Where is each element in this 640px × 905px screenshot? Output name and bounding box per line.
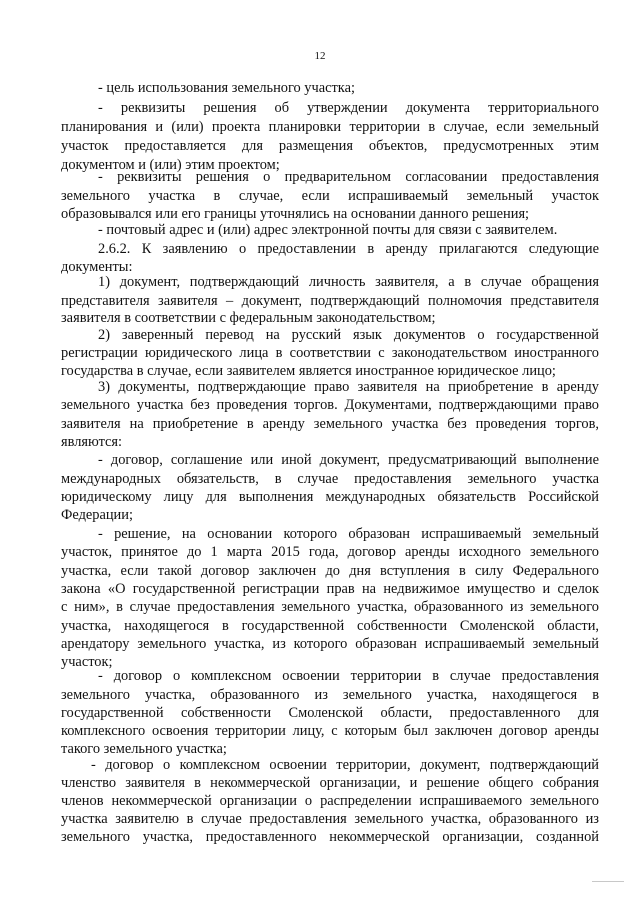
text-line: документы: [61, 259, 133, 275]
text-line: государства в случае, если заявителем является иностранное юридическое лицо; [61, 363, 556, 379]
text-line: 2) заверенный перевод на русский язык документов о государственной [98, 327, 599, 343]
text-line: земельного участка, образованного из земельного участка, находящегося в [61, 687, 599, 703]
corner-scan-mark [592, 881, 624, 882]
text-line: - реквизиты решения о предварительном согласовании предоставления [98, 169, 599, 185]
text-line: регистрации юридического лица в соответствии с законодательством иностранного [61, 345, 599, 361]
text-line: - решение, на основании которого образован испрашиваемый земельный [98, 526, 599, 542]
text-line: земельного участка, предоставленного некоммерческой организации, созданной [61, 829, 599, 845]
text-line: - реквизиты решения об утверждении документа территориального [98, 100, 599, 116]
text-line: представителя заявителя – документ, подтверждающий полномочия представителя [61, 293, 599, 309]
text-line: участка, находящегося в государственной собственности Смоленской области, [61, 618, 599, 634]
text-line: земельного участка в случае, если испрашиваемый земельный участок [61, 188, 599, 204]
text-line: такого земельного участка; [61, 741, 227, 757]
text-line: 1) документ, подтверждающий личность заявителя, а в случае обращения [98, 274, 599, 290]
text-line: юридическому лицу для выполнения международных обязательств Российской [61, 489, 599, 505]
text-line: планирования и (или) проекта планировки территории в случае, если земельный [61, 119, 599, 135]
text-line: закона «О государственной регистрации прав на недвижимое имущество и сделок [61, 581, 599, 597]
text-line: 3) документы, подтверждающие право заявителя на приобретение в аренду [98, 379, 599, 395]
text-line: членство заявителя в некоммерческой организации, и решение общего собрания [61, 775, 599, 791]
page-number: 12 [314, 50, 326, 62]
text-line: участок, принятое до 1 марта 2015 года, договор аренды исходного земельного [61, 544, 599, 560]
text-line: международных обязательств, в случае предоставления земельного участка [61, 471, 599, 487]
text-line: образовывался или его границы уточнялись на основании данного решения; [61, 206, 530, 222]
text-line: - цель использования земельного участка; [98, 80, 355, 96]
text-line: - договор о комплексном освоении территории в случае предоставления [98, 668, 599, 684]
text-line: с ним», в случае предоставления земельного участка, образованного из земельного [61, 599, 599, 615]
text-line: 2.6.2. К заявлению о предоставлении в аренду прилагаются следующие [98, 241, 599, 257]
text-line: участок предоставляется для размещения объектов, предусмотренных этим [61, 138, 599, 154]
text-line: документом и (или) этим проектом; [61, 157, 280, 173]
text-line: комплексного освоения территории лицу, с которым был заключен договор аренды [61, 723, 599, 739]
text-line: государственной собственности Смоленской области, предоставленного для [61, 705, 599, 721]
text-line: - почтовый адрес и (или) адрес электронной почты для связи с заявителем. [98, 222, 558, 238]
text-line: арендатору земельного участка, из которого образован испрашиваемый земельный [61, 636, 599, 652]
text-line: - договор о комплексном освоении территории, документ, подтверждающий [91, 757, 599, 773]
text-line: являются: [61, 434, 123, 450]
text-line: Федерации; [61, 507, 133, 523]
text-line: - договор, соглашение или иной документ, предусматривающий выполнение [98, 452, 599, 468]
text-line: участка, если такой договор заключен до дня вступления в силу Федерального [61, 563, 599, 579]
text-line: заявителя в соответствии с федеральным законодательством; [61, 310, 436, 326]
text-line: членов некоммерческой организации о распределении испрашиваемого земельного [61, 793, 599, 809]
text-line: участок; [61, 654, 113, 670]
text-line: заявителя на приобретение в аренду земельного участка без проведения торгов, [61, 416, 599, 432]
text-line: земельного участка без проведения торгов. Документами, подтверждающими право [61, 397, 599, 413]
text-line: участка заявителю в случае предоставления земельного участка, образованного из [61, 811, 599, 827]
